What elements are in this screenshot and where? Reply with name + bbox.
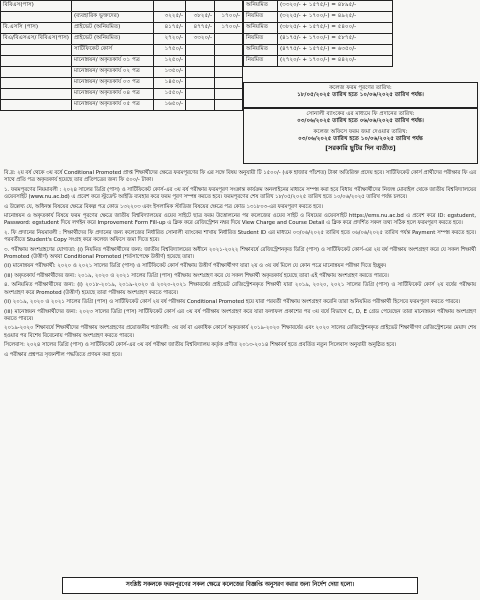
deadline-heading: কলেজ ফরম পূরণের তারিখ: [329, 85, 392, 91]
fee-cell-col4 [186, 89, 215, 100]
fee-cell-col4: ৩৩২০/- [186, 34, 215, 45]
fee-cell-col4 [186, 1, 215, 12]
fee-cell-col4 [186, 67, 215, 78]
fee-cell-group [1, 100, 72, 111]
fee-cell-item: মানোন্নয়ন/ অকৃতকার্য ০৪ পত্র [72, 89, 154, 100]
fee-row [1, 78, 243, 89]
deadline-dates: ১৮/০৫/২০২৫ তারিখ হতে ১০/০৬/২০২৫ তারিখ পর্যন্ত। [297, 92, 424, 99]
fee-cell-group [1, 12, 72, 23]
note-paragraph: (ii) মানোন্নয়ন পরীক্ষার্থী: ২০২০ ও ২০২১ সালের ডিগ্রি (পাস) ও সার্টিফিকেট কোর্স পরীক্ষায় উত্তীর্ণ পরীক্ষার্থীগণ যারা ২য় ও ৩য় বর্ষ মিলে যে কোন পত্রে মানোন্নয়ন পরীক্ষা দিতে ইচ্ছুক। [4, 263, 387, 270]
fee-row [1, 89, 243, 100]
fee-cell-col3: ১৪৫০/- [153, 78, 185, 89]
exam-fee-table [243, 0, 393, 67]
fee-cell-col5: ১৭০০/- [215, 23, 243, 34]
exam-fee-label: নিয়মিত [244, 34, 278, 45]
note-paragraph: ২০১৯-২০২০ শিক্ষাবর্ষে শিক্ষার্থীদের পরীক্ষায় অংশগ্রহণের প্রয়োজনীয় শর্তাবলী: ৩য় বর্ষ বা একাধিক কোর্সে অকৃতকার্য ২০১৯-২০২০ শিক্ষাবর্ষের এবং ২০২০ সালের রেজিস্ট্রেশনকৃত প্রাইভেট শিক্ষার্থীগণ রেজিস্ট্রেশনের মেয়াদ শেষ হওয়ার পর বিশেষ বিবেচনায় পরীক্ষায় অংশগ্রহণ করতে পারবে। [4, 325, 476, 339]
fee-cell-col5 [215, 100, 243, 111]
submission-dates: ০৩/০৬/২০২৫ তারিখ হতে ১০/০৬/২০২৫ তারিখ পর্যন্ত [298, 136, 423, 143]
note-paragraph: বি.দ্র: ২য় বর্ষ থেকে ৩য় বর্ষে Conditional Promoted প্রাপ্ত শিক্ষার্থীদের ক্ষেত্রে ফরমপূরণের ফি এর সঙ্গে বিষয় অনুযায়ী টি ১৫০০/- (এক হাজার পাঁচশত) টাকা অতিরিক্ত প্রদেয় হবে। সার্টিফিকেট কোর্স প্রার্থীদের পরীক্ষার ফি এর সাথে প্রতি পত্র অকৃতকার্য হয়েছে তার প্রতিপত্রের জন্য ফি ৫০০/- টাকা। [4, 170, 476, 184]
fee-cell-group [1, 78, 72, 89]
fee-cell-col4: ৩৮২৫/- [186, 12, 215, 23]
exam-fee-row [244, 45, 393, 56]
fee-cell-col5 [215, 1, 243, 12]
note-paragraph: ৪. অনিয়মিত পরীক্ষার্থীদের জন্য: (i) ২০১৮-২০১৯, ২০১৯-২০২০ ও ২০২০-২০২১ শিক্ষাবর্ষের প্রাইভেট রেজিস্ট্রেশনকৃত শিক্ষার্থী যারা ২০১৯, ২০২০, ২০২১ সালের ডিগ্রি (পাস) ও সার্টিফিকেট কোর্স ২য় বর্ষের পরীক্ষায় অংশগ্রহণ করে Promoted (উত্তীর্ণ) হয়েছে তারা পরীক্ষায় অংশগ্রহণ করতে পারবে। [4, 282, 476, 296]
fee-cell-col4 [186, 100, 215, 111]
fee-cell-group [1, 67, 72, 78]
exam-fee-row [244, 12, 393, 23]
fee-cell-col5 [215, 34, 243, 45]
fee-cell-item: প্রাইভেট (অনিয়মিত) [72, 23, 154, 34]
fee-cell-group [1, 56, 72, 67]
exam-fee-label: অনিয়মিত [244, 23, 278, 34]
exam-fee-value: (৩২২৫/- + ১৭০০/-) = ৪৯২৫/- [278, 12, 393, 23]
fee-cell-col4 [186, 56, 215, 67]
fee-cell-col3: ১৬৫০/- [153, 100, 185, 111]
fee-cell-item: মানোন্নয়ন/ অকৃতকার্য ০১ পত্র [72, 56, 154, 67]
note-paragraph: ১. ফরমপূরণের নিয়মাবলী : ২০২৪ সালের ডিগ্রি (পাস) ও সার্টিফিকেট কোর্স-এর ৩য় বর্ষ পরীক্ষার ফরমপূরণ সংক্রান্ত কার্যক্রম অনলাইনের মাধ্যমে সম্পন্ন করা হবে বিধায় পরীক্ষার্থীদের নিজস্ব মোবাইল থেকে জাতীয় বিশ্ববিদ্যালয়ের ওয়েবসাইট (www.nu.ac.bd) এ প্রবেশ করে স্টুডেন্ট আইডি ব্যবহার করে ফরম পূরণ সম্পন্ন করতে হবে। ফরমপূরণের শেষ তারিখ ১৮/০৫/২০২৫ তারিখ হতে ১০/০৬/২০২৫ তারিখ পর্যন্ত চলবে। [4, 186, 476, 201]
fee-cell-col3: ৪১৭৫/- [153, 23, 185, 34]
fee-cell-col3: ১২৫০/- [153, 56, 185, 67]
fee-cell-col3: ১৭৫০/- [153, 45, 185, 56]
fee-row [1, 34, 243, 45]
fee-row [1, 12, 243, 23]
exam-fee-row [244, 34, 393, 45]
fee-cell-item [72, 1, 154, 12]
payment-heading: সোনালী ব্যাংকের এর মাধ্যমে ফি প্রদানের তারিখ: [306, 111, 415, 117]
note-paragraph: এ উল্লেখ্য যে, অধিনস্ত বিষয়ের ক্ষেত্রে বিকল্প পত্র কোড ১৩২২০৩ এবং ইসলামিক স্টাডিজ বিষয়ের ক্ষেত্রে পত্র কোড ১৩১৮০৩-এর ফরমপূরণ করতে হবে। [4, 203, 323, 210]
fee-cell-col3: ১৩৫০/- [153, 67, 185, 78]
fee-cell-col4: ৪৭৭৫/- [186, 23, 215, 34]
instructions [4, 170, 476, 361]
fee-cell-item: (ব্যবহারিক ভুক্তদের) [72, 12, 154, 23]
fee-cell-item: মানোন্নয়ন/ অকৃতকার্য ০৩ পত্র [72, 78, 154, 89]
exam-fee-label: নিয়মিত [244, 56, 278, 67]
fee-table [0, 0, 243, 111]
fee-cell-group: বিবিএস(পাস) [1, 1, 72, 12]
fee-cell-col5 [215, 45, 243, 56]
fee-cell-group: বি.এসসি (পাস) [1, 23, 72, 34]
fee-cell-item: সার্টিফিকেট কোর্স [72, 45, 154, 56]
fee-cell-col3: ৩২২৫/- [153, 12, 185, 23]
deadline-box [243, 82, 478, 108]
payment-box [243, 108, 478, 164]
fee-cell-col3: ২৭২০/- [153, 34, 185, 45]
fee-cell-col4 [186, 78, 215, 89]
holiday-note: [সরকারি ছুটির দিন ব্যতীত] [325, 143, 396, 152]
fee-cell-col5 [215, 78, 243, 89]
exam-fee-value: (৩৩২০/- + ১৫৭৫/-) = ৪৮৯৫/- [278, 1, 393, 12]
exam-fee-value: (৪১৭৫/- + ১৭০০/-) = ৫৮৭৫/- [278, 34, 393, 45]
exam-fee-label: অনিয়মিত [244, 1, 278, 12]
fee-cell-col5 [215, 56, 243, 67]
fee-row [1, 56, 243, 67]
fee-row [1, 100, 243, 111]
note-paragraph: সিলেবাস: ২০২৪ সালের ডিগ্রি (পাস) ও সার্টিফিকেট কোর্স-এর ৩য় বর্ষ পরীক্ষা জাতীয় বিশ্ববিদ্যালয় কর্তৃক প্রণীত ২০১৩-২০১৪ শিক্ষাবর্ষ হতে প্রবর্তিত নতুন সিলেবাস অনুযায়ী অনুষ্ঠিত হবে। [4, 342, 397, 349]
exam-fee-value: (৪৭৭৫/- + ১৫৭৫/-) = ৬৩৫০/- [278, 45, 393, 56]
exam-fee-label: নিয়মিত [244, 12, 278, 23]
fee-cell-col5 [215, 67, 243, 78]
fee-cell-group [1, 45, 72, 56]
submission-heading: কলেজ অফিসে ফরম জমা দেওয়ার তারিখ: [313, 129, 408, 136]
fee-cell-item: মানোন্নয়ন/ অকৃতকার্য ০২ পত্র [72, 67, 154, 78]
fee-cell-col5 [215, 89, 243, 100]
exam-fee-value: (৩৮২৫/- + ১৫৭৫/-) = ৫৪০০/- [278, 23, 393, 34]
fee-cell-col3 [153, 1, 185, 12]
exam-fee-row [244, 23, 393, 34]
fee-cell-group: বিএ/বিএসএস/ বিবিএস(পাস) [1, 34, 72, 45]
note-paragraph: ২. ফি প্রদানের নিয়মাবলী : শিক্ষার্থীদের ফি প্রদানের জন্য কলেজের নির্ধারিত সোনালী ব্যাংকের শাখায় নির্ধারিত Student ID এর মাধ্যমে ০৩/০৬/২০২৫ তারিখ হতে ০৬/০৬/২০২৫ তারিখ পর্যন্ত Payment সম্পন্ন করতে হবে। পরবর্তীতে Student's Copy সংগ্রহ করে কলেজ অফিসে জমা দিতে হবে। [4, 229, 476, 244]
note-paragraph: (iii) অকৃতকার্য পরীক্ষার্থীদের জন্য: ২০১৯, ২০২০ ও ২০২১ সালের ডিগ্রি (পাস) পরীক্ষায় অংশগ্রহণ করে যে সকল শিক্ষার্থী অকৃতকার্য হয়েছে তারা এই পরীক্ষায় অংশগ্রহণ করতে পারবে। [4, 272, 389, 279]
fee-row [1, 23, 243, 34]
fee-row [1, 1, 243, 12]
exam-fee-value: (২৭২০/- + ১৭০০/-) = ৪৪২০/- [278, 56, 393, 67]
note-paragraph: (ii) ২০১৯, ২০২০ ও ২০২১ সালের ডিগ্রি (পাস) ও সার্টিফিকেট কোর্স ২য় বর্ষ পরীক্ষায় Conditional Promoted হয়ে যারা পরবর্তী পরীক্ষায় অংশগ্রহণ করেনি তারা অনিয়মিত পরীক্ষার্থী হিসেবে ফরমপূরণ করতে পারবে। [4, 299, 461, 306]
fee-row [1, 67, 243, 78]
fee-cell-col5: ১৭০০/- [215, 12, 243, 23]
note-paragraph: ৩. পরীক্ষায় অংশগ্রহণের যোগ্যতা: (i) নিয়মিত পরীক্ষার্থীদের জন্য: জাতীয় বিশ্ববিদ্যালয়ের অধীনে ২০২১-২০২২ শিক্ষাবর্ষে রেজিস্ট্রেশনকৃত ডিগ্রি (পাস) ও সার্টিফিকেট কোর্স-এর ২য় বর্ষ পরীক্ষায় অংশগ্রহণ করে যে সকল শিক্ষার্থী Promoted (উত্তীর্ণ) অথবা Conditional Promoted (শর্তসাপেক্ষে উত্তীর্ণ) হয়েছে তারা। [4, 246, 476, 261]
fee-cell-col3: ১৫৫০/- [153, 89, 185, 100]
footer-notice: সংশ্লিষ্ট সকলকে ফরমপূরণের সকল ক্ষেত্রে কলেজের বিজ্ঞপ্তি অনুসরণ করার জন্য নির্দেশ দেয়া হলো। [62, 577, 418, 594]
payment-dates: ০৩/০৬/২০২৫ তারিখ হতে ০৬/০৬/২০২৫ তারিখ পর্যন্ত। [297, 118, 424, 125]
fee-row [1, 45, 243, 56]
note-paragraph: এ পরীক্ষার প্রশ্নপত্র সৃজনশীল পদ্ধতিতে প্রণয়ন করা হবে। [4, 351, 122, 358]
fee-cell-group [1, 89, 72, 100]
note-paragraph: মানোন্নয়ন ও অকৃতকার্য বিষয়ে ফরম পূরণের ক্ষেত্রে জাতীয় বিশ্ববিদ্যালয়ের ওয়েব সাইটে ছাত্র ফরম উত্তোলনের পর কলেজের ওয়েব সাইট ও বিষয়ের ওয়েবসাইট https://ems.nu.ac.bd এ প্রবেশ করে ID: egstudent, Password: egstudent দিয়ে লগইন করে Improvement Form Fill-up এ ক্লিক করে রেজিস্ট্রেশন নম্বর দিয়ে View Charge and Course Detail এ ক্লিক করে প্রদর্শিত সকল তথ্য সঠিক হলে ফরমপূরণ করতে হবে। [4, 213, 476, 227]
fee-cell-item: প্রাইভেট (অনিয়মিত) [72, 34, 154, 45]
note-paragraph: (iii) মানোন্নয়ন পরীক্ষার্থীদের জন্য: ২০২৩ সালের ডিগ্রি (পাস) সার্টিফিকেট কোর্স এর ৩য় বর্ষ পরীক্ষায় অংশগ্রহণ করে যারা ফলাফল প্রকাশের পর ৩য় বর্ষে বিভাগে C, D, E গ্রেড পেয়েছেন তারা মানোন্নয়ন পরীক্ষায় অংশগ্রহণ করতে পারবে। [4, 308, 476, 322]
fee-cell-item: মানোন্নয়ন/ অকৃতকার্য ০৫ পত্র [72, 100, 154, 111]
fee-cell-col4 [186, 45, 215, 56]
exam-fee-row [244, 1, 393, 12]
exam-fee-row [244, 56, 393, 67]
exam-fee-label: অনিয়মিত [244, 45, 278, 56]
